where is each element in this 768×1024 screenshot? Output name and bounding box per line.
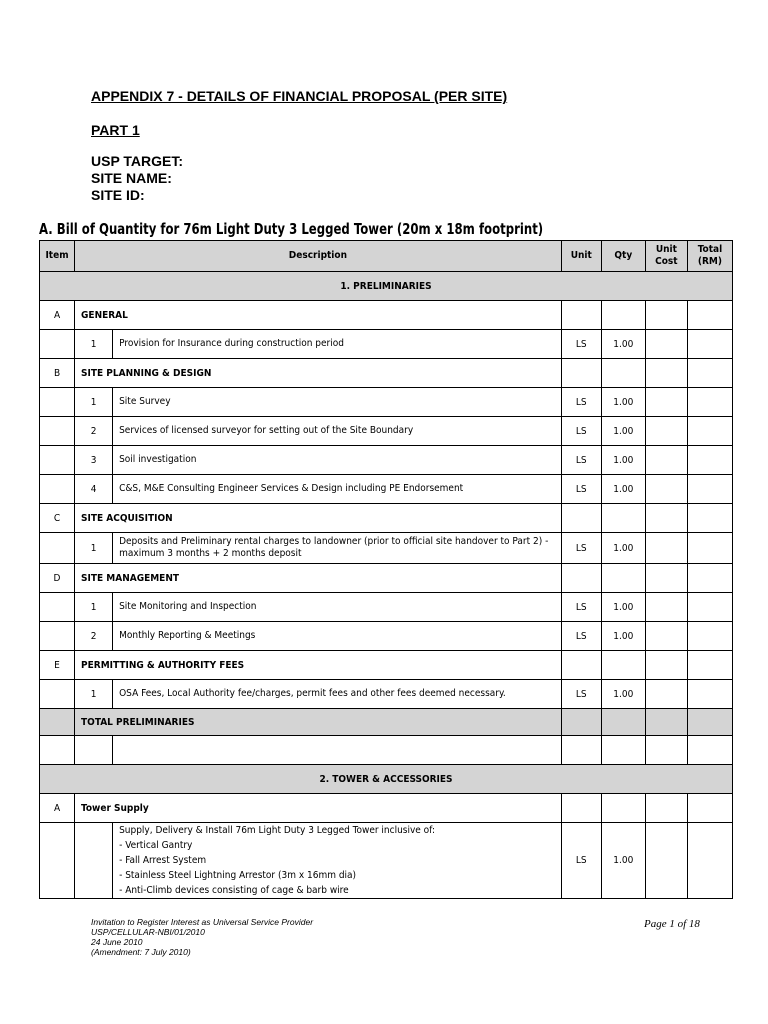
header-unit: Unit: [561, 241, 601, 272]
table-row: [40, 823, 733, 899]
item-number: 1: [75, 388, 113, 417]
total-cell[interactable]: [687, 504, 732, 533]
qty-cell: [601, 504, 645, 533]
unit-cost-cell[interactable]: [645, 533, 687, 564]
item-cell: [40, 680, 75, 709]
item-description: Site Survey: [113, 388, 562, 417]
unit-cost-cell[interactable]: [645, 823, 687, 899]
total-cell[interactable]: [687, 301, 732, 330]
qty-cell: [601, 359, 645, 388]
header-item: Item: [40, 241, 75, 272]
part-label: PART 1: [91, 122, 140, 138]
unit-cost-cell[interactable]: [645, 593, 687, 622]
footer-info: [91, 917, 313, 957]
table-row: [40, 593, 733, 622]
qty-cell: [601, 709, 645, 736]
category-row: [40, 504, 733, 533]
unit-cost-cell[interactable]: [645, 794, 687, 823]
total-cell[interactable]: [687, 359, 732, 388]
table-row: [40, 533, 733, 564]
item-number: 4: [75, 475, 113, 504]
item-description: Soil investigation: [113, 446, 562, 475]
item-number: [75, 823, 113, 899]
item-cell: [40, 388, 75, 417]
footer-line: 24 June 2010: [91, 937, 143, 947]
item-number: 3: [75, 446, 113, 475]
total-cell[interactable]: [687, 564, 732, 593]
category-name: SITE MANAGEMENT: [75, 564, 562, 593]
header-total: Total (RM): [687, 241, 732, 272]
item-unit: LS: [561, 388, 601, 417]
item-unit: LS: [561, 622, 601, 651]
table-row: [40, 475, 733, 504]
description-cell: [113, 736, 562, 765]
header-unit-cost: Unit Cost: [645, 241, 687, 272]
category-row: [40, 651, 733, 680]
unit-cost-cell[interactable]: [645, 301, 687, 330]
total-cell: [687, 736, 732, 765]
unit-cost-cell: [645, 736, 687, 765]
total-cell[interactable]: [687, 794, 732, 823]
footer-line: (Amendment: 7 July 2010): [91, 947, 191, 957]
category-row: [40, 359, 733, 388]
total-cell[interactable]: [687, 709, 732, 736]
table-row: [40, 388, 733, 417]
total-row: [40, 709, 733, 736]
unit-cost-cell: [645, 709, 687, 736]
item-cell: [40, 475, 75, 504]
total-cell[interactable]: [687, 388, 732, 417]
usp-target-field: USP TARGET:: [91, 153, 184, 169]
category-row: [40, 794, 733, 823]
item-qty: 1.00: [601, 823, 645, 899]
qty-cell: [601, 736, 645, 765]
item-unit: LS: [561, 446, 601, 475]
unit-cell: [561, 736, 601, 765]
item-description: Services of licensed surveyor for setting out of the Site Boundary: [113, 417, 562, 446]
item-qty: 1.00: [601, 388, 645, 417]
total-cell[interactable]: [687, 533, 732, 564]
item-qty: 1.00: [601, 417, 645, 446]
total-cell[interactable]: [687, 651, 732, 680]
item-cell: [40, 593, 75, 622]
section-row: [40, 272, 733, 301]
unit-cell: [561, 709, 601, 736]
document-title: APPENDIX 7 - DETAILS OF FINANCIAL PROPOSAL (PER SITE): [91, 88, 508, 104]
item-unit: LS: [561, 417, 601, 446]
unit-cost-cell[interactable]: [645, 417, 687, 446]
item-unit: LS: [561, 330, 601, 359]
unit-cost-cell[interactable]: [645, 651, 687, 680]
table-row: [40, 446, 733, 475]
section-row: [40, 765, 733, 794]
unit-cost-cell[interactable]: [645, 475, 687, 504]
site-id-field: SITE ID:: [91, 187, 145, 203]
section-heading: 2. TOWER & ACCESSORIES: [40, 765, 733, 794]
unit-cost-cell[interactable]: [645, 388, 687, 417]
total-cell[interactable]: [687, 475, 732, 504]
bill-of-quantity-table: [39, 240, 733, 899]
category-code: A: [40, 301, 75, 330]
total-preliminaries-label: TOTAL PRELIMINARIES: [75, 709, 562, 736]
item-number: 1: [75, 680, 113, 709]
item-unit: LS: [561, 533, 601, 564]
item-number: 1: [75, 593, 113, 622]
item-description: Supply, Delivery & Install 76m Light Duty 3 Legged Tower inclusive of: - Vertical Gantry - Fall Arrest System - Stainless Steel Lightning Arrestor (3m x 16mm dia) - Anti-Climb devices consisting of cage & barb wire: [113, 823, 562, 899]
item-description: Provision for Insurance during construction period: [113, 330, 562, 359]
category-name: SITE ACQUISITION: [75, 504, 562, 533]
item-cell: [40, 622, 75, 651]
unit-cell: [561, 794, 601, 823]
total-cell[interactable]: [687, 680, 732, 709]
table-row: [40, 330, 733, 359]
item-description: Monthly Reporting & Meetings: [113, 622, 562, 651]
unit-cost-cell[interactable]: [645, 564, 687, 593]
table-row: [40, 680, 733, 709]
item-qty: 1.00: [601, 680, 645, 709]
qty-cell: [601, 794, 645, 823]
unit-cost-cell[interactable]: [645, 446, 687, 475]
qty-cell: [601, 651, 645, 680]
section-title: A. Bill of Quantity for 76m Light Duty 3 Legged Tower (20m x 18m footprint): [39, 220, 544, 238]
total-cell[interactable]: [687, 330, 732, 359]
item-unit: LS: [561, 680, 601, 709]
qty-cell: [601, 301, 645, 330]
total-cell[interactable]: [687, 593, 732, 622]
category-name: GENERAL: [75, 301, 562, 330]
total-cell[interactable]: [687, 622, 732, 651]
item-number: 2: [75, 622, 113, 651]
unit-cell: [561, 564, 601, 593]
table-row: [40, 417, 733, 446]
category-name: Tower Supply: [75, 794, 562, 823]
item-qty: 1.00: [601, 533, 645, 564]
total-cell[interactable]: [687, 823, 732, 899]
item-qty: 1.00: [601, 330, 645, 359]
category-code: C: [40, 504, 75, 533]
unit-cost-cell[interactable]: [645, 504, 687, 533]
item-unit: LS: [561, 823, 601, 899]
footer-line: Invitation to Register Interest as Universal Service Provider: [91, 917, 314, 927]
header-description: Description: [75, 241, 562, 272]
site-name-field: SITE NAME:: [91, 170, 172, 186]
table-header-row: [40, 241, 733, 272]
total-cell[interactable]: [687, 417, 732, 446]
item-cell: [40, 446, 75, 475]
category-code: E: [40, 651, 75, 680]
unit-cost-cell[interactable]: [645, 680, 687, 709]
item-description: C&S, M&E Consulting Engineer Services & Design including PE Endorsement: [113, 475, 562, 504]
item-cell: [40, 709, 75, 736]
unit-cell: [561, 504, 601, 533]
item-number: 1: [75, 330, 113, 359]
category-code: B: [40, 359, 75, 388]
item-cell: [40, 330, 75, 359]
header-qty: Qty: [601, 241, 645, 272]
item-qty: 1.00: [601, 446, 645, 475]
item-description: Deposits and Preliminary rental charges to landowner (prior to official site handover to Part 2) - maximum 3 months + 2 months deposit: [113, 533, 562, 564]
item-cell: [40, 736, 75, 765]
item-qty: 1.00: [601, 593, 645, 622]
item-cell: [40, 823, 75, 899]
category-row: [40, 564, 733, 593]
item-cell: [40, 417, 75, 446]
category-code: A: [40, 794, 75, 823]
item-unit: LS: [561, 593, 601, 622]
category-name: SITE PLANNING & DESIGN: [75, 359, 562, 388]
qty-cell: [601, 564, 645, 593]
item-qty: 1.00: [601, 622, 645, 651]
unit-cell: [561, 359, 601, 388]
category-row: [40, 301, 733, 330]
blank-row: [40, 736, 733, 765]
table-row: [40, 622, 733, 651]
unit-cost-cell[interactable]: [645, 359, 687, 388]
unit-cell: [561, 651, 601, 680]
item-description: OSA Fees, Local Authority fee/charges, permit fees and other fees deemed necessary.: [113, 680, 562, 709]
item-unit: LS: [561, 475, 601, 504]
unit-cost-cell[interactable]: [645, 622, 687, 651]
number-cell: [75, 736, 113, 765]
unit-cell: [561, 301, 601, 330]
item-qty: 1.00: [601, 475, 645, 504]
item-description: Site Monitoring and Inspection: [113, 593, 562, 622]
category-code: D: [40, 564, 75, 593]
item-number: 2: [75, 417, 113, 446]
category-name: PERMITTING & AUTHORITY FEES: [75, 651, 562, 680]
footer-line: USP/CELLULAR-NBI/01/2010: [91, 927, 205, 937]
item-number: 1: [75, 533, 113, 564]
total-cell[interactable]: [687, 446, 732, 475]
section-heading: 1. PRELIMINARIES: [40, 272, 733, 301]
page-number: Page 1 of 18: [644, 918, 700, 930]
unit-cost-cell[interactable]: [645, 330, 687, 359]
item-cell: [40, 533, 75, 564]
